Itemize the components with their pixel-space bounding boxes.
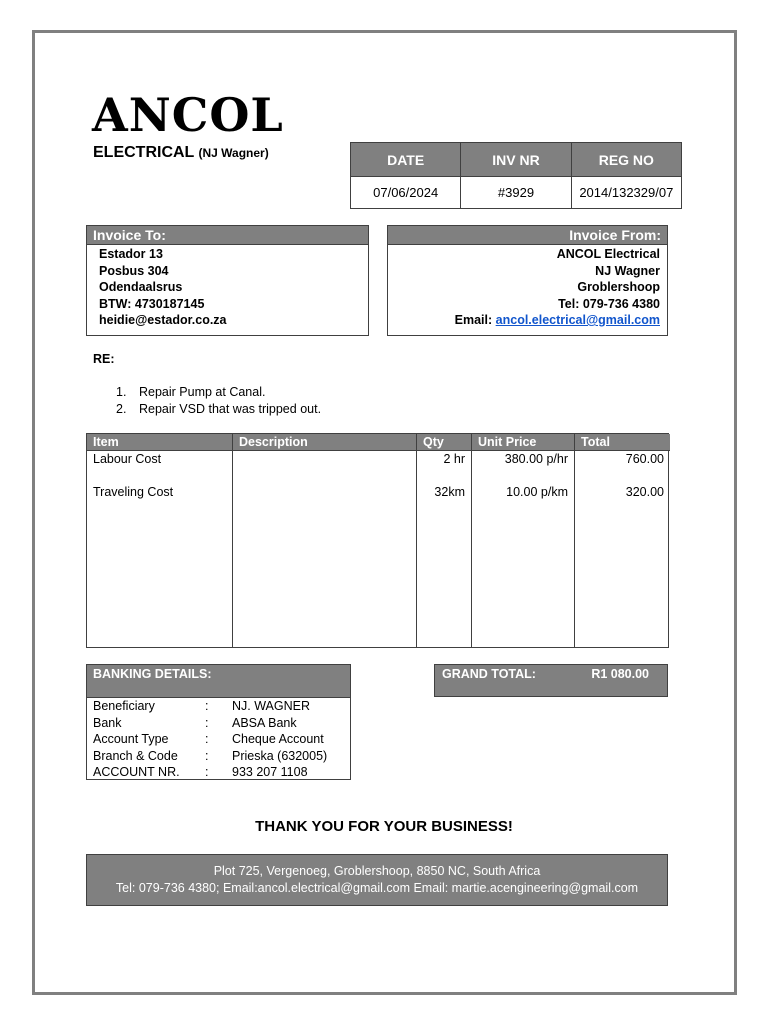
date-value: 07/06/2024 <box>351 177 461 209</box>
invoice-from-line: Tel: 079-736 4380 <box>558 296 660 311</box>
invoice-to-line: Odendaalsrus <box>99 280 183 294</box>
company-subtitle <box>93 144 269 162</box>
inv-nr-header: INV NR <box>461 143 571 177</box>
reg-no-header: REG NO <box>571 143 681 177</box>
banking-row <box>93 748 344 765</box>
invoice-to-box <box>86 225 369 336</box>
email-label: Email: <box>454 313 493 327</box>
banking-colon: : <box>205 699 209 713</box>
qty-header: Qty <box>417 434 471 451</box>
total-column <box>575 434 670 647</box>
invoice-from-heading: Invoice From: <box>388 226 667 245</box>
qty-cell: 32km <box>434 485 465 499</box>
qty-cell: 2 hr <box>443 452 465 466</box>
list-item <box>116 384 321 401</box>
unit-price-cell: 380.00 p/hr <box>504 452 568 466</box>
list-text: Repair Pump at Canal. <box>139 385 266 399</box>
banking-colon: : <box>205 765 209 779</box>
banking-value: Cheque Account <box>232 732 324 746</box>
unit-price-column <box>472 434 575 647</box>
footer <box>86 854 668 906</box>
banking-label: Beneficiary <box>93 699 155 713</box>
list-text: Repair VSD that was tripped out. <box>139 401 322 416</box>
invoice-from-line: ANCOL Electrical <box>556 247 660 261</box>
banking-label: Account Type <box>93 732 169 746</box>
banking-colon: : <box>205 715 209 730</box>
reg-no-value: 2014/132329/07 <box>571 177 681 209</box>
description-header: Description <box>233 434 416 451</box>
item-cell: Labour Cost <box>93 452 162 466</box>
invoice-from-line: NJ Wagner <box>595 263 660 278</box>
invoice-from-box <box>387 225 668 336</box>
items-table <box>86 433 669 648</box>
banking-colon: : <box>205 732 209 746</box>
total-cell: 760.00 <box>625 452 664 466</box>
banking-label: Branch & Code <box>93 748 178 763</box>
item-header: Item <box>87 434 232 451</box>
list-number: 1. <box>116 385 127 399</box>
company-subtitle-text: ELECTRICAL <box>93 144 195 161</box>
invoice-to-heading: Invoice To: <box>87 226 368 245</box>
banking-label: ACCOUNT NR. <box>93 765 180 779</box>
banking-value: NJ. WAGNER <box>232 699 311 713</box>
banking-colon: : <box>205 748 209 763</box>
email-link[interactable]: ancol.electrical@gmail.com <box>495 313 660 327</box>
banking-heading: BANKING DETAILS: <box>87 665 350 698</box>
description-column <box>233 434 417 647</box>
invoice-to-line: heidie@estador.co.za <box>99 313 227 327</box>
date-header: DATE <box>351 143 461 177</box>
re-list <box>116 384 321 417</box>
inv-nr-value: #3929 <box>461 177 571 209</box>
banking-row <box>93 764 344 781</box>
grand-total-value: R1 080.00 <box>591 667 649 681</box>
company-logo: ANCOL <box>92 88 284 142</box>
thank-you-message: THANK YOU FOR YOUR BUSINESS! <box>255 818 513 835</box>
banking-label: Bank <box>93 715 122 730</box>
qty-column <box>417 434 472 647</box>
re-label: RE: <box>93 352 115 366</box>
banking-value: 933 207 1108 <box>232 765 308 779</box>
unit-price-cell: 10.00 p/km <box>506 485 568 499</box>
banking-row <box>93 698 344 715</box>
unit-price-header: Unit Price <box>472 434 574 451</box>
list-number: 2. <box>116 401 127 416</box>
total-cell: 320.00 <box>625 485 664 499</box>
footer-contacts: Tel: 079-736 4380; Email:ancol.electrical@gmail.com Email: martie.acengineering@gmail.com <box>115 880 639 895</box>
invoice-from-line: Groblershoop <box>577 280 660 294</box>
grand-total-box <box>434 664 668 697</box>
item-column <box>87 434 233 647</box>
invoice-to-line: Posbus 304 <box>99 263 169 278</box>
banking-row <box>93 715 344 732</box>
grand-total-label: GRAND TOTAL: <box>442 667 536 681</box>
company-owner: (NJ Wagner) <box>198 146 269 160</box>
list-item <box>116 401 321 418</box>
banking-value: Prieska (632005) <box>232 748 328 763</box>
banking-details-box <box>86 664 351 780</box>
total-header: Total <box>575 434 670 451</box>
invoice-to-line: Estador 13 <box>99 247 163 261</box>
invoice-to-line: BTW: 4730187145 <box>99 296 205 311</box>
invoice-from-email-row <box>395 312 660 329</box>
item-cell: Traveling Cost <box>93 485 174 499</box>
banking-row <box>93 731 344 748</box>
invoice-info-table <box>350 142 682 209</box>
footer-address: Plot 725, Vergenoeg, Groblershoop, 8850 NC, South Africa <box>213 864 541 878</box>
banking-value: ABSA Bank <box>232 715 297 730</box>
